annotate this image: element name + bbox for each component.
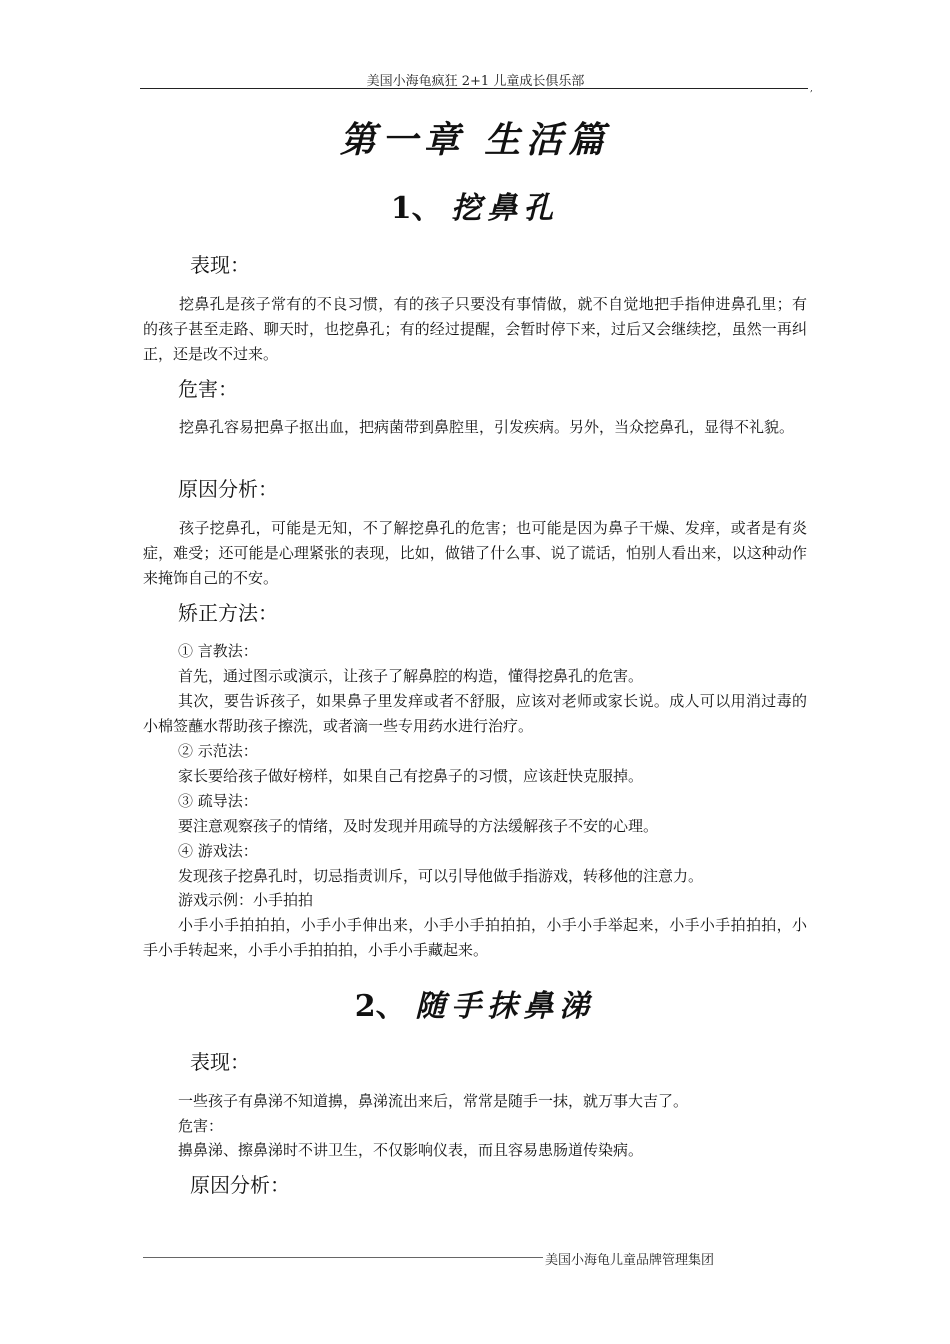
game-label: 游戏示例：小手拍拍 <box>178 891 314 909</box>
s2-label-behavior: 表现： <box>190 1050 250 1074</box>
s1-harm-text: 挖鼻孔容易把鼻子抠出血，把病菌带到鼻腔里，引发疾病。另外，当众挖鼻孔，显得不礼貌。 <box>179 418 795 436</box>
section-1-title <box>0 183 950 227</box>
header-rule <box>140 88 808 89</box>
s1-label-harm: 危害： <box>178 377 238 401</box>
game-text: 小手小手拍拍拍，小手小手伸出来，小手小手拍拍拍，小手小手举起来，小手小手拍拍拍，小手小手转起来，小手小手拍拍拍，小手小手藏起来。 <box>143 916 807 959</box>
method-1-line-1: 首先，通过图示或演示，让孩子了解鼻腔的构造，懂得挖鼻孔的危害。 <box>178 667 644 685</box>
section-1-number: 1、 <box>390 191 442 226</box>
s1-label-behavior: 表现： <box>190 253 250 277</box>
method-3-title: ③ 疏导法： <box>178 792 258 810</box>
method-4-line-1: 发现孩子挖鼻孔时，切忌指责训斥，可以引导他做手指游戏，转移他的注意力。 <box>178 867 704 885</box>
section-1-heading: 挖鼻孔 <box>451 191 560 226</box>
footer-rule <box>143 1257 543 1258</box>
page-header: 美国小海龟疯狂 2+1 儿童成长俱乐部 <box>366 74 585 89</box>
method-1-title: ① 言教法： <box>178 642 258 660</box>
s2-behavior-text: 一些孩子有鼻涕不知道擤，鼻涕流出来后，常常是随手一抹，就万事大吉了。 <box>178 1092 689 1110</box>
method-2-title: ② 示范法： <box>178 742 258 760</box>
method-3-line-1: 要注意观察孩子的情绪，及时发现并用疏导的方法缓解孩子不安的心理。 <box>178 817 659 835</box>
s2-label-cause: 原因分析： <box>190 1173 290 1197</box>
page-footer: 美国小海龟儿童品牌管理集团 <box>545 1253 715 1268</box>
s1-label-cause: 原因分析： <box>178 477 278 501</box>
section-2-number: 2、 <box>354 989 406 1024</box>
chapter-title: 第一章 生活篇 <box>339 119 611 161</box>
s1-cause-text: 孩子挖鼻孔，可能是无知，不了解挖鼻孔的危害；也可能是因为鼻子干燥、发痒，或者是有炎症，难受；还可能是心理紧张的表现，比如，做错了什么事、说了谎话，怕别人看出来，以这种动作来掩饰自己的不安。 <box>143 519 807 587</box>
s2-harm-text: 擤鼻涕、擦鼻涕时不讲卫生，不仅影响仪表，而且容易患肠道传染病。 <box>178 1141 644 1159</box>
section-2-title <box>0 981 950 1025</box>
section-2-heading: 随手抹鼻涕 <box>415 989 596 1024</box>
s1-behavior-text: 挖鼻孔是孩子常有的不良习惯，有的孩子只要没有事情做，就不自觉地把手指伸进鼻孔里；有的孩子甚至走路、聊天时，也挖鼻孔；有的经过提醒，会暂时停下来，过后又会继续挖，虽然一再纠正，还是改不过来。 <box>143 295 807 363</box>
method-4-title: ④ 游戏法： <box>178 842 258 860</box>
s2-label-harm: 危害： <box>178 1117 224 1135</box>
method-1-line-2: 其次，要告诉孩子，如果鼻子里发痒或者不舒服，应该对老师或家长说。成人可以用消过毒的小棉签蘸水帮助孩子擦洗，或者滴一些专用药水进行治疗。 <box>143 692 807 735</box>
method-2-line-1: 家长要给孩子做好榜样，如果自己有挖鼻子的习惯，应该赶快克服掉。 <box>178 767 644 785</box>
s1-label-fix: 矫正方法： <box>178 601 278 625</box>
header-mark: , <box>810 84 813 94</box>
